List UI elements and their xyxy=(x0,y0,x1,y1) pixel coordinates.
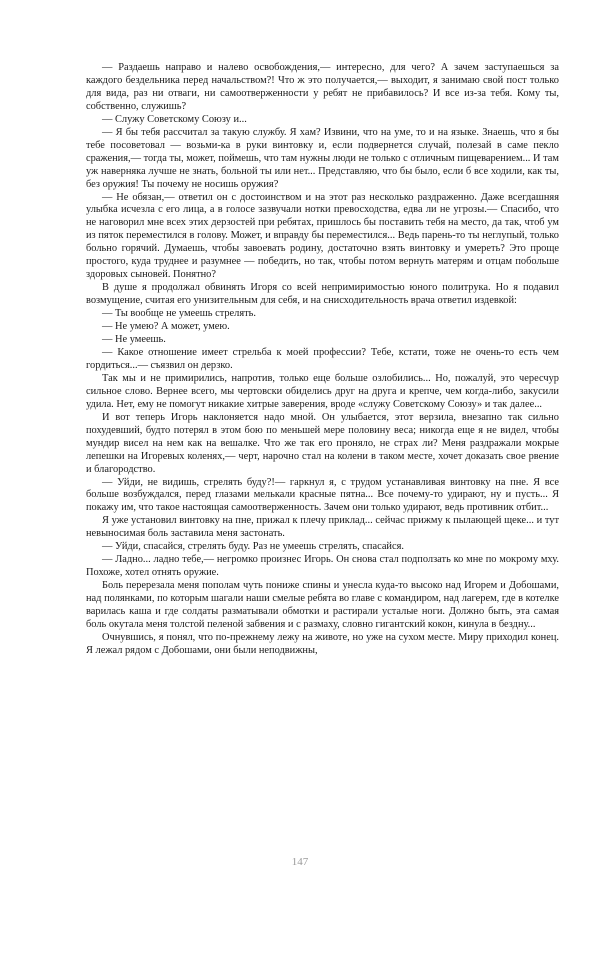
paragraph: — Не умею? А может, умею. xyxy=(102,321,230,333)
page-body xyxy=(86,62,559,658)
paragraph: В душе я продолжал обвинять Игоря со всей непримиримостью юного политрука. Но я подавил возмущение, считая его унизительным для себя, и на снисходительность врача ответил издевкой: xyxy=(86,282,559,307)
page-number: 147 xyxy=(291,856,309,868)
paragraph: Боль перерезала меня пополам чуть пониже спины и унесла куда-то высоко над Игорем и Добошами, над полянками, по которым шагали наши смелые ребята во главе с командиром, над лагерем, где в котелке варилась каша и где солдаты разматывали обмотки и растирали усталые ноги. Должно быть, эта самая боль окутала меня толстой пеленой забвения и с размаху, словно гигантский кокон, кинула в бездну... xyxy=(86,580,559,630)
paragraph: — Раздаешь направо и налево освобождения,— интересно, для чего? А зачем заступаешься за каждого бездельника перед начальством?! Что ж это получается,— выходит, я занимаю свой пост только для вида, раз ни отваги, ни самоотверженности у ребят не прибавилось? И все из-за тебя. Кому ты, собственно, служишь? xyxy=(86,62,559,112)
paragraph: И вот теперь Игорь наклоняется надо мной. Он улыбается, этот верзила, внезапно так сильно похудевший, будто потерял в этом бою по меньшей мере половину веса; никогда еще я не видел, чтобы мундир висел на нем как на вешалке. Что же так его проняло, не страх ли? Меня раздражали мокрые лепешки на Игоревых коленях,— черт, нарочно стал на колени в таком месте, хочет доказать свое рвение и благородство. xyxy=(86,411,559,475)
paragraph: — Служу Советскому Союзу и... xyxy=(102,113,247,125)
paragraph: Я уже установил винтовку на пне, прижал к плечу приклад... сейчас прижму к пылающей щеке... и тут невыносимая боль заставила меня застонать. xyxy=(86,515,559,540)
paragraph: — Уйди, спасайся, стрелять буду. Раз не умеешь стрелять, спасайся. xyxy=(102,541,404,553)
paragraph: — Какое отношение имеет стрельба к моей профессии? Тебе, кстати, тоже не очень-то есть чем гордиться...— съязвил он дерзко. xyxy=(86,346,559,371)
paragraph: — Уйди, не видишь, стрелять буду?!— гаркнул я, с трудом устанавливая винтовку на пне. Я все больше возбуждался, перед глазами мелькали красные пятна... Все почему-то удирают, ну и пусть... Я покажу им, что такое настоящая самоотверженность. Зачем они только удирают, ведь противник отбит... xyxy=(86,476,559,514)
paragraph: — Я бы тебя рассчитал за такую службу. Я хам? Извини, что на уме, то и на языке. Знаешь, что я бы тебе посоветовал — возьми-ка в руки винтовку и, если подвернется случай, полезай в саме пекло сражения,— тогда ты, может, поймешь, что там нужны люди не только с отличным пищеварением... И там уж наверняка лучше не знать, больной ты или нет... Представляю, что бы было, если б все ходили, как ты, без оружия! Ты почему не носишь оружия? xyxy=(86,126,559,190)
paragraph: — Ты вообще не умеешь стрелять. xyxy=(102,308,257,320)
paragraph: — Не умеешь. xyxy=(102,334,166,346)
paragraph: Так мы и не примирились, напротив, только еще больше озлобились... Но, пожалуй, это чересчур сильное слово. Вернее всего, мы чертовски обиделись друг на друга и крепче, чем когда-либо, закусили удила. Нет, ему не помогут никакие хитрые заверения, вроде «служу Советскому Союзу» и так далее... xyxy=(86,372,559,410)
paragraph: Очнувшись, я понял, что по-прежнему лежу на животе, но уже на сухом месте. Миру приходил конец. Я лежал рядом с Добошами, они были неподвижны, xyxy=(86,631,559,656)
paragraph: — Не обязан,— ответил он с достоинством и на этот раз несколько раздраженно. Даже всегдашняя улыбка исчезла с его лица, а в голосе зазвучали нотки превосходства, едва ли не угрозы.— Спасибо, что не наговорил мне всех этих дерзостей при ребятах, пришлось бы поставить тебя на место, да так, чтоб ум из пяток переместился в голову. Может, и вправду бы переместился... Ведь парень-то ты неглупый, только больно горячий. Думаешь, чтобы завоевать родину, достаточно взять винтовку и умереть? Это проще простого, куда труднее и разумнее — победить, но так, чтобы потом вернуть матерям и отцам побольше здоровых сыновей. Понятно? xyxy=(86,191,559,281)
paragraph: — Ладно... ладно тебе,— негромко произнес Игорь. Он снова стал подползать ко мне по мокрому мху. Похоже, хотел отнять оружие. xyxy=(86,554,559,579)
